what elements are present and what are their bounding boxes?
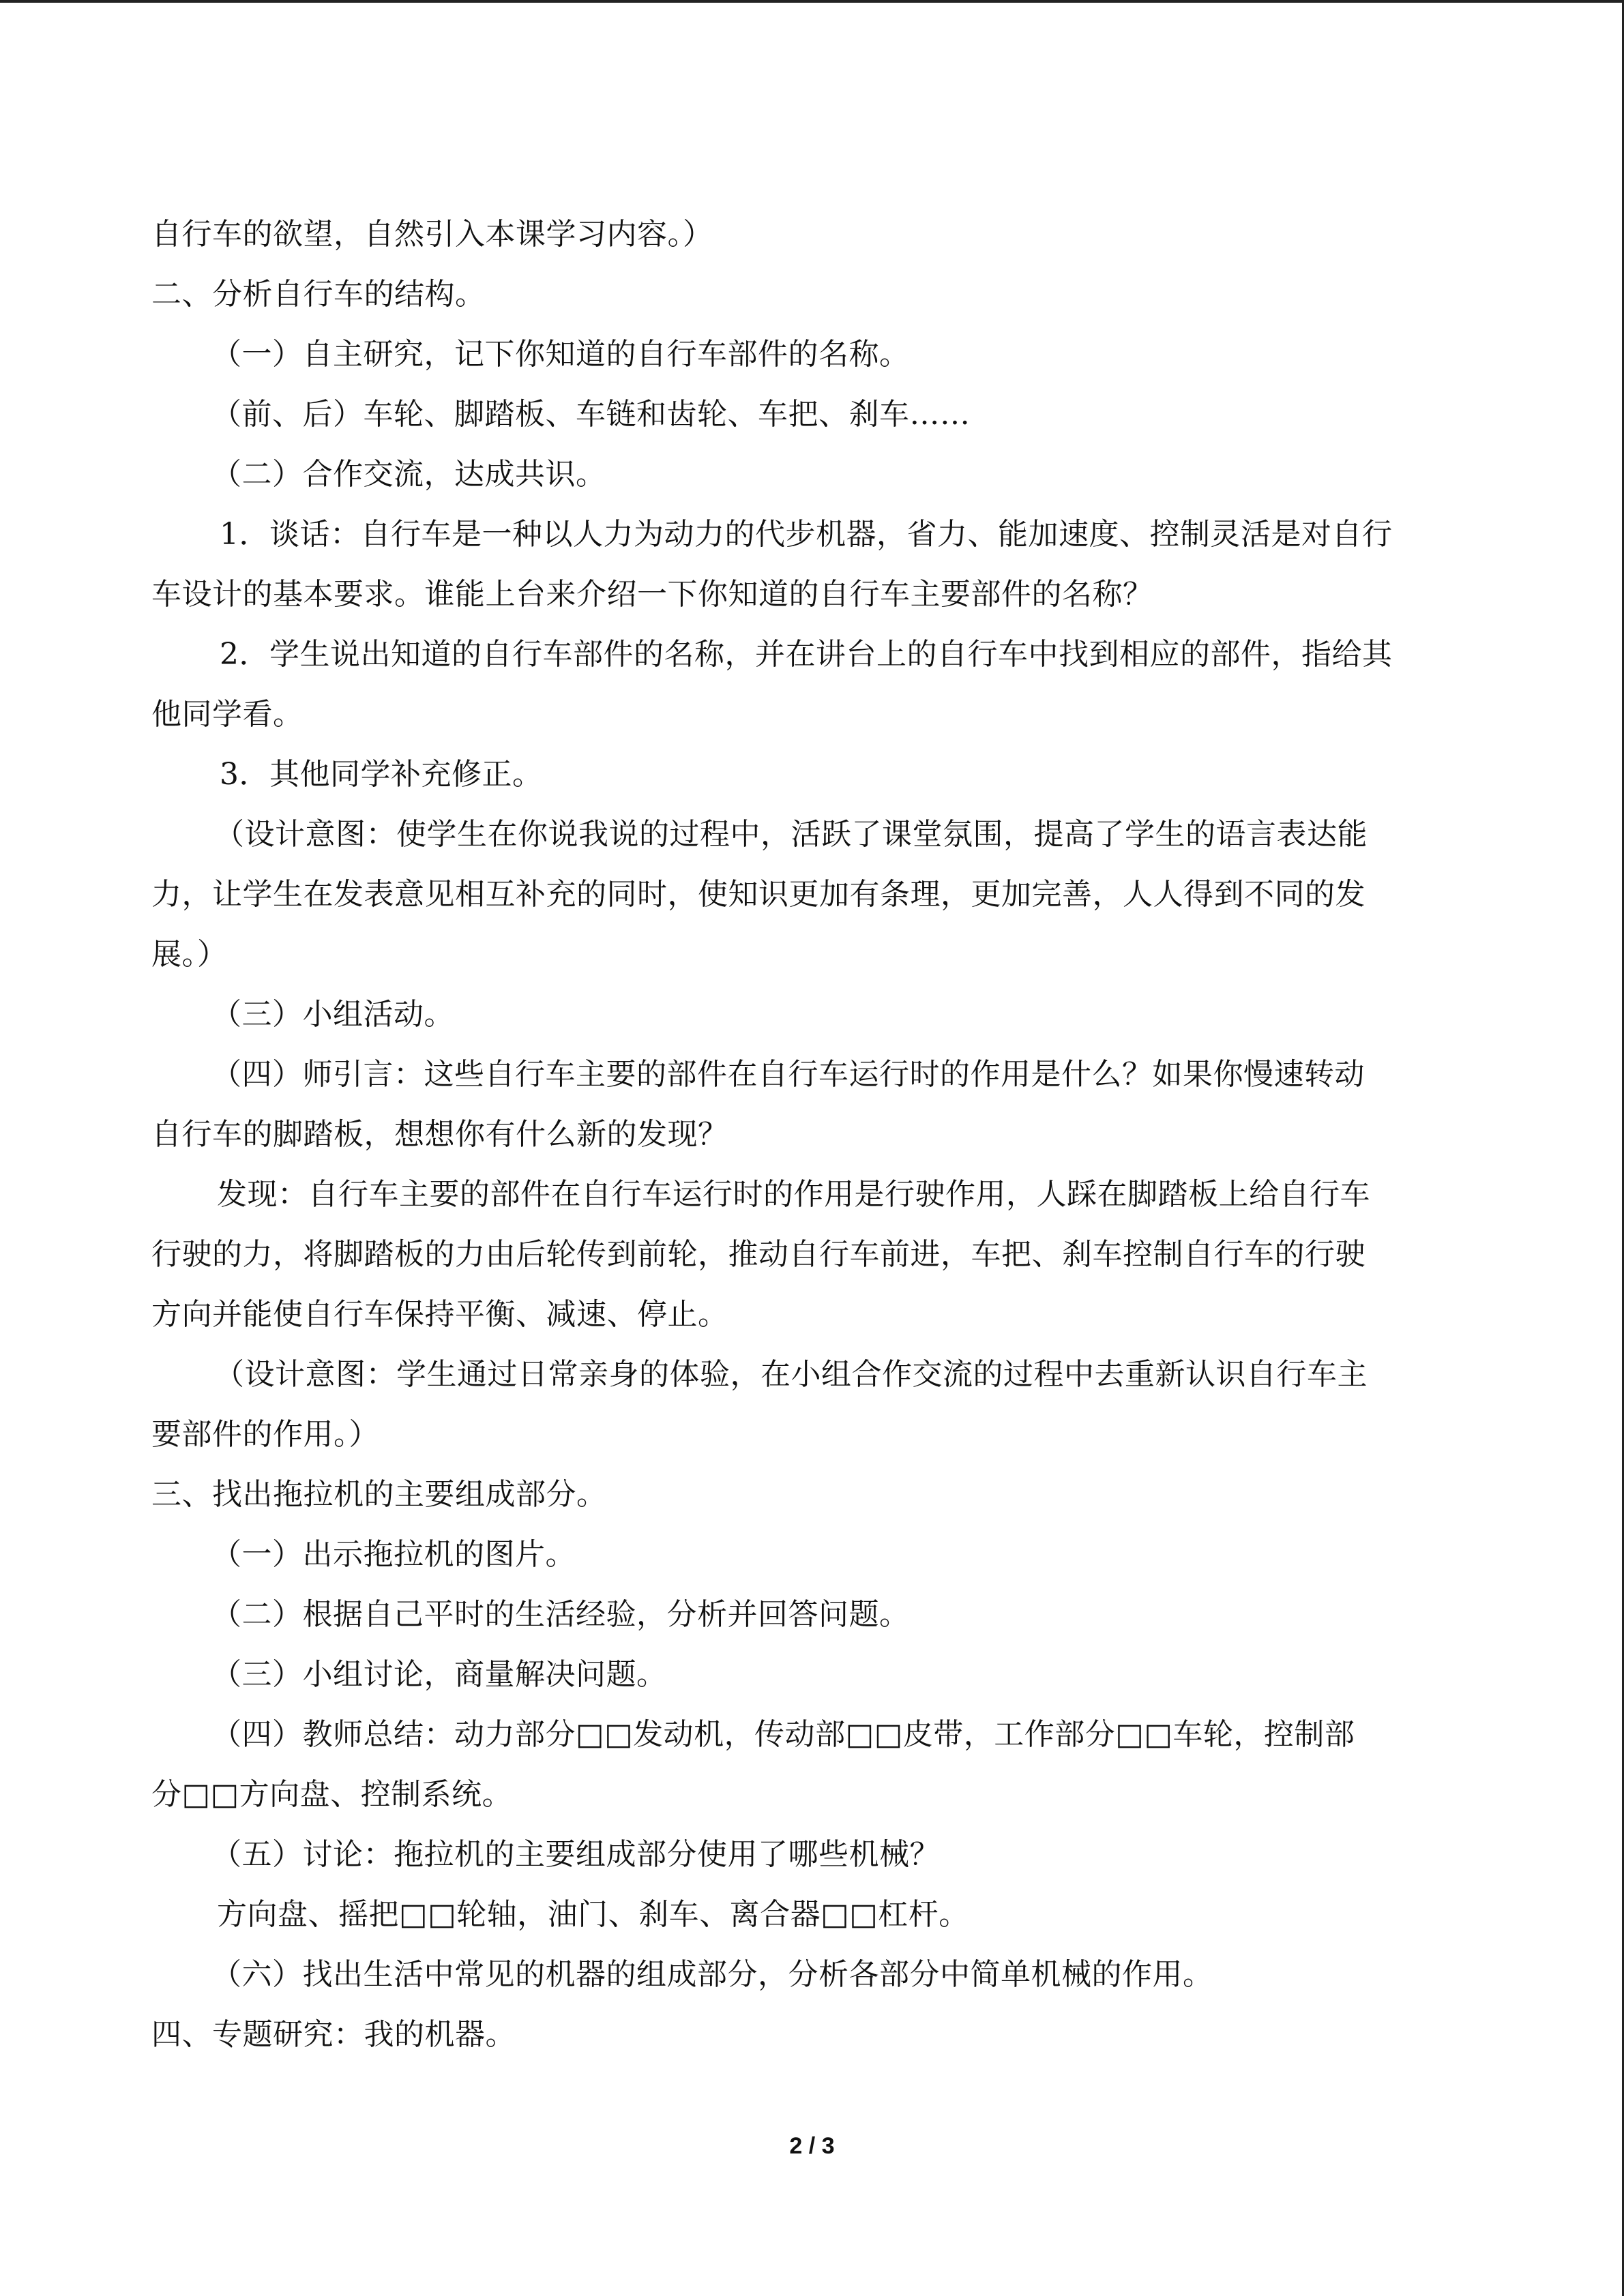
- text-line: （四）师引言：这些自行车主要的部件在自行车运行时的作用是什么？如果你慢速转动: [211, 1057, 1365, 1092]
- text-line: 要部件的作用。）: [151, 1417, 379, 1452]
- text-line: （设计意图：使学生在你说我说的过程中，活跃了课堂氛围，提高了学生的语言表达能: [214, 817, 1368, 852]
- text-line: 发现：自行车主要的部件在自行车运行时的作用是行驶作用，人踩在脚踏板上给自行车: [217, 1177, 1370, 1212]
- text-line: （一）出示拖拉机的图片。: [211, 1537, 576, 1572]
- text-line: 3．其他同学补充修正。: [220, 757, 543, 792]
- text-line: 力，让学生在发表意见相互补充的同时，使知识更加有条理，更加完善，人人得到不同的发: [151, 877, 1365, 912]
- text-line: 方向盘、摇把□□轮轴，油门、刹车、离合器□□杠杆。: [217, 1897, 969, 1932]
- text-line: 方向并能使自行车保持平衡、减速、停止。: [151, 1297, 728, 1332]
- page-number: 2 / 3: [789, 2133, 835, 2159]
- section-heading: 二、分析自行车的结构。: [151, 277, 486, 312]
- text-line: 展。）: [151, 937, 228, 972]
- text-line: （设计意图：学生通过日常亲身的体验，在小组合作交流的过程中去重新认识自行车主: [214, 1357, 1368, 1392]
- text-line: （三）小组活动。: [211, 997, 454, 1032]
- text-line: 1．谈话：自行车是一种以人力为动力的代步机器，省力、能加速度、控制灵活是对自行: [220, 517, 1393, 552]
- document-body: [151, 205, 1475, 2065]
- text-line: （一）自主研究，记下你知道的自行车部件的名称。: [211, 337, 910, 372]
- text-line: （五）讨论：拖拉机的主要组成部分使用了哪些机械？: [211, 1837, 940, 1872]
- section-heading: 三、找出拖拉机的主要组成部分。: [151, 1477, 607, 1512]
- text-line: 自行车的欲望，自然引入本课学习内容。）: [151, 217, 713, 252]
- text-line: 车设计的基本要求。谁能上台来介绍一下你知道的自行车主要部件的名称？: [151, 577, 1153, 612]
- text-line: （六）找出生活中常见的机器的组成部分，分析各部分中简单机械的作用。: [211, 1957, 1213, 1992]
- text-line: （四）教师总结：动力部分□□发动机，传动部□□皮带，工作部分□□车轮，控制部: [211, 1717, 1355, 1752]
- text-line: （三）小组讨论，商量解决问题。: [211, 1657, 667, 1692]
- page-top-border: [0, 0, 1624, 3]
- text-line: 自行车的脚踏板，想想你有什么新的发现？: [151, 1117, 728, 1152]
- text-line: （二）合作交流，达成共识。: [211, 457, 606, 492]
- text-line: 2．学生说出知道的自行车部件的名称，并在讲台上的自行车中找到相应的部件，指给其: [220, 637, 1393, 672]
- text-line: 分□□方向盘、控制系统。: [151, 1777, 513, 1812]
- text-line: （前、后）车轮、脚踏板、车链和齿轮、车把、刹车……: [211, 397, 971, 432]
- text-line: 行驶的力，将脚踏板的力由后轮传到前轮，推动自行车前进，车把、刹车控制自行车的行驶: [151, 1237, 1365, 1272]
- text-line: 他同学看。: [151, 697, 304, 732]
- section-heading: 四、专题研究：我的机器。: [151, 2017, 516, 2052]
- text-line: （二）根据自己平时的生活经验，分析并回答问题。: [211, 1597, 910, 1632]
